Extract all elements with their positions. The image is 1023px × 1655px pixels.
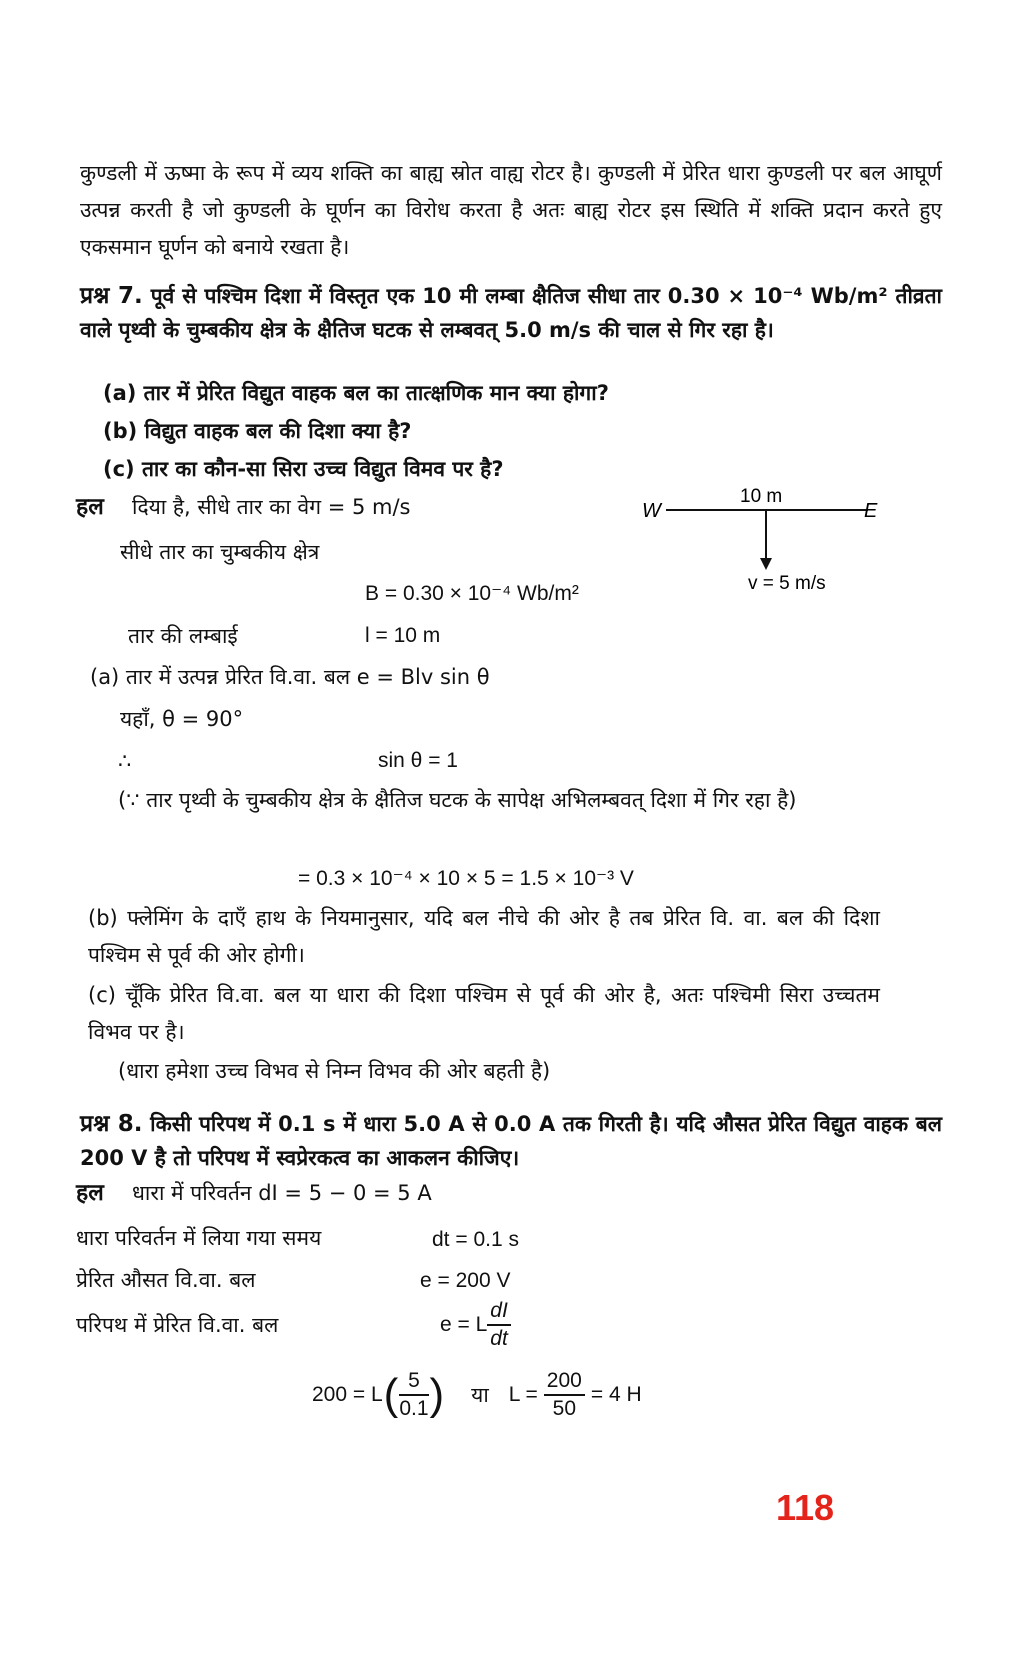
inductance-denominator: 50 <box>552 1397 576 1420</box>
field-equation: B = 0.30 × 10⁻⁴ Wb/m² <box>365 582 579 605</box>
theta-value: यहाँ, θ = 90° <box>120 707 244 731</box>
ratio-denominator: 0.1 <box>399 1397 429 1420</box>
di-dt-fraction <box>487 1298 511 1352</box>
question-8 <box>80 1107 942 1175</box>
therefore-symbol: ∴ <box>118 749 132 773</box>
inductance-fraction <box>544 1368 585 1422</box>
sin-value: sin θ = 1 <box>378 749 458 772</box>
question-8-label: प्रश्न 8. <box>80 1111 143 1137</box>
solution-7-given: दिया है, सीधे तार का वेग = 5 m/s <box>132 495 411 519</box>
length-equation: l = 10 m <box>365 624 441 647</box>
circuit-emf-label: परिपथ में प्रेरित वि.वा. बल <box>76 1313 279 1337</box>
solution-7-label: हल <box>76 494 104 520</box>
avg-emf-label: प्रेरित औसत वि.वा. बल <box>76 1268 256 1292</box>
wire-length-label: 10 m <box>740 486 783 507</box>
ratio-numerator: 5 <box>399 1368 428 1396</box>
final-equation <box>312 1368 642 1422</box>
inductance-result: = 4 H <box>590 1383 642 1406</box>
wire-diagram <box>636 482 896 602</box>
time-equation: dt = 0.1 s <box>432 1228 519 1251</box>
velocity-label: v = 5 m/s <box>748 573 826 594</box>
question-7-b: (b) विद्युत वाहक बल की दिशा क्या है? <box>103 419 412 443</box>
question-7-label: प्रश्न 7. <box>80 283 143 309</box>
time-label: धारा परिवर्तन में लिया गया समय <box>76 1226 322 1250</box>
inductance-lhs: L = <box>508 1383 538 1406</box>
page-number: 118 <box>776 1487 835 1528</box>
part-c-answer: (c) चूँकि प्रेरित वि.वा. बल या धारा की दिशा पश्चिम से पूर्व की ओर है, अतः पश्चिमी सिरा उच्चतम विभव पर है। <box>88 983 880 1044</box>
velocity-arrow-head <box>760 558 772 570</box>
avg-emf-equation: e = 200 V <box>420 1269 511 1292</box>
solution-8-label: हल <box>76 1180 104 1206</box>
inductance-numerator: 200 <box>544 1368 585 1396</box>
di-numerator: dI <box>487 1298 511 1326</box>
final-lhs: 200 = L <box>312 1383 383 1406</box>
question-7-text: पूर्व से पश्चिम दिशा में विस्तृत एक 10 मी लम्बा क्षैतिज सीधा तार 0.30 × 10⁻⁴ Wb/m² तीव्रता वाले पृथ्वी के चुम्बकीय क्षेत्र के क्षैतिज घटक से लम्बवत् 5.0 m/s की चाल से गिर रहा है। <box>80 284 942 342</box>
part-b-answer: (b) फ्लेमिंग के दाएँ हाथ के नियमानुसार, यदि बल नीचे की ओर है तब प्रेरित वि. वा. बल की दिशा पश्चिम से पूर्व की ओर होगी। <box>88 906 880 967</box>
emf-formula <box>440 1298 511 1352</box>
dt-denominator: dt <box>490 1327 508 1350</box>
current-note: (धारा हमेशा उच्च विभव से निम्न विभव की ओर बहती है) <box>118 1059 551 1083</box>
part-a-emf: (a) तार में उत्पन्न प्रेरित वि.वा. बल e = Blv sin θ <box>90 665 490 689</box>
or-word: या <box>471 1383 489 1407</box>
emf-formula-lhs: e = L <box>440 1313 488 1336</box>
emf-result: = 0.3 × 10⁻⁴ × 10 × 5 = 1.5 × 10⁻³ V <box>298 867 634 890</box>
left-paren: ( <box>383 1370 399 1419</box>
question-7-a: (a) तार में प्रेरित विद्युत वाहक बल का तात्क्षणिक मान क्या होगा? <box>103 381 609 405</box>
intro-paragraph: कुण्डली में ऊष्मा के रूप में व्यय शक्ति का बाह्य स्रोत वाह्य रोटर है। कुण्डली में प्रेरित धारा कुण्डली पर बल आघूर्ण उत्पन्न करती है जो कुण्डली के घूर्णन का विरोध करता है अतः बाह्य रोटर इस स्थिति में शक्ति प्रदान करते हुए एकसमान घूर्णन को बनाये रखता है। <box>80 161 942 259</box>
ratio-fraction <box>399 1368 428 1422</box>
field-label: सीधे तार का चुम्बकीय क्षेत्र <box>120 540 320 564</box>
west-label: W <box>642 500 661 522</box>
because-note: (∵ तार पृथ्वी के चुम्बकीय क्षेत्र के क्षैतिज घटक के सापेक्ष अभिलम्बवत् दिशा में गिर रहा है) <box>118 788 797 812</box>
question-7 <box>80 279 942 347</box>
length-label: तार की लम्बाई <box>128 624 238 648</box>
question-7-c: (c) तार का कौन-सा सिरा उच्च विद्युत विमव पर है? <box>103 457 504 481</box>
east-label: E <box>864 500 878 522</box>
question-8-text: किसी परिपथ में 0.1 s में धारा 5.0 A से 0.0 A तक गिरती है। यदि औसत प्रेरित विद्युत वाहक बल 200 V है तो परिपथ में स्वप्रेरकत्व का आकलन कीजिए। <box>80 1112 942 1170</box>
right-paren: ) <box>429 1370 445 1419</box>
current-change: धारा में परिवर्तन dI = 5 − 0 = 5 A <box>132 1181 432 1205</box>
